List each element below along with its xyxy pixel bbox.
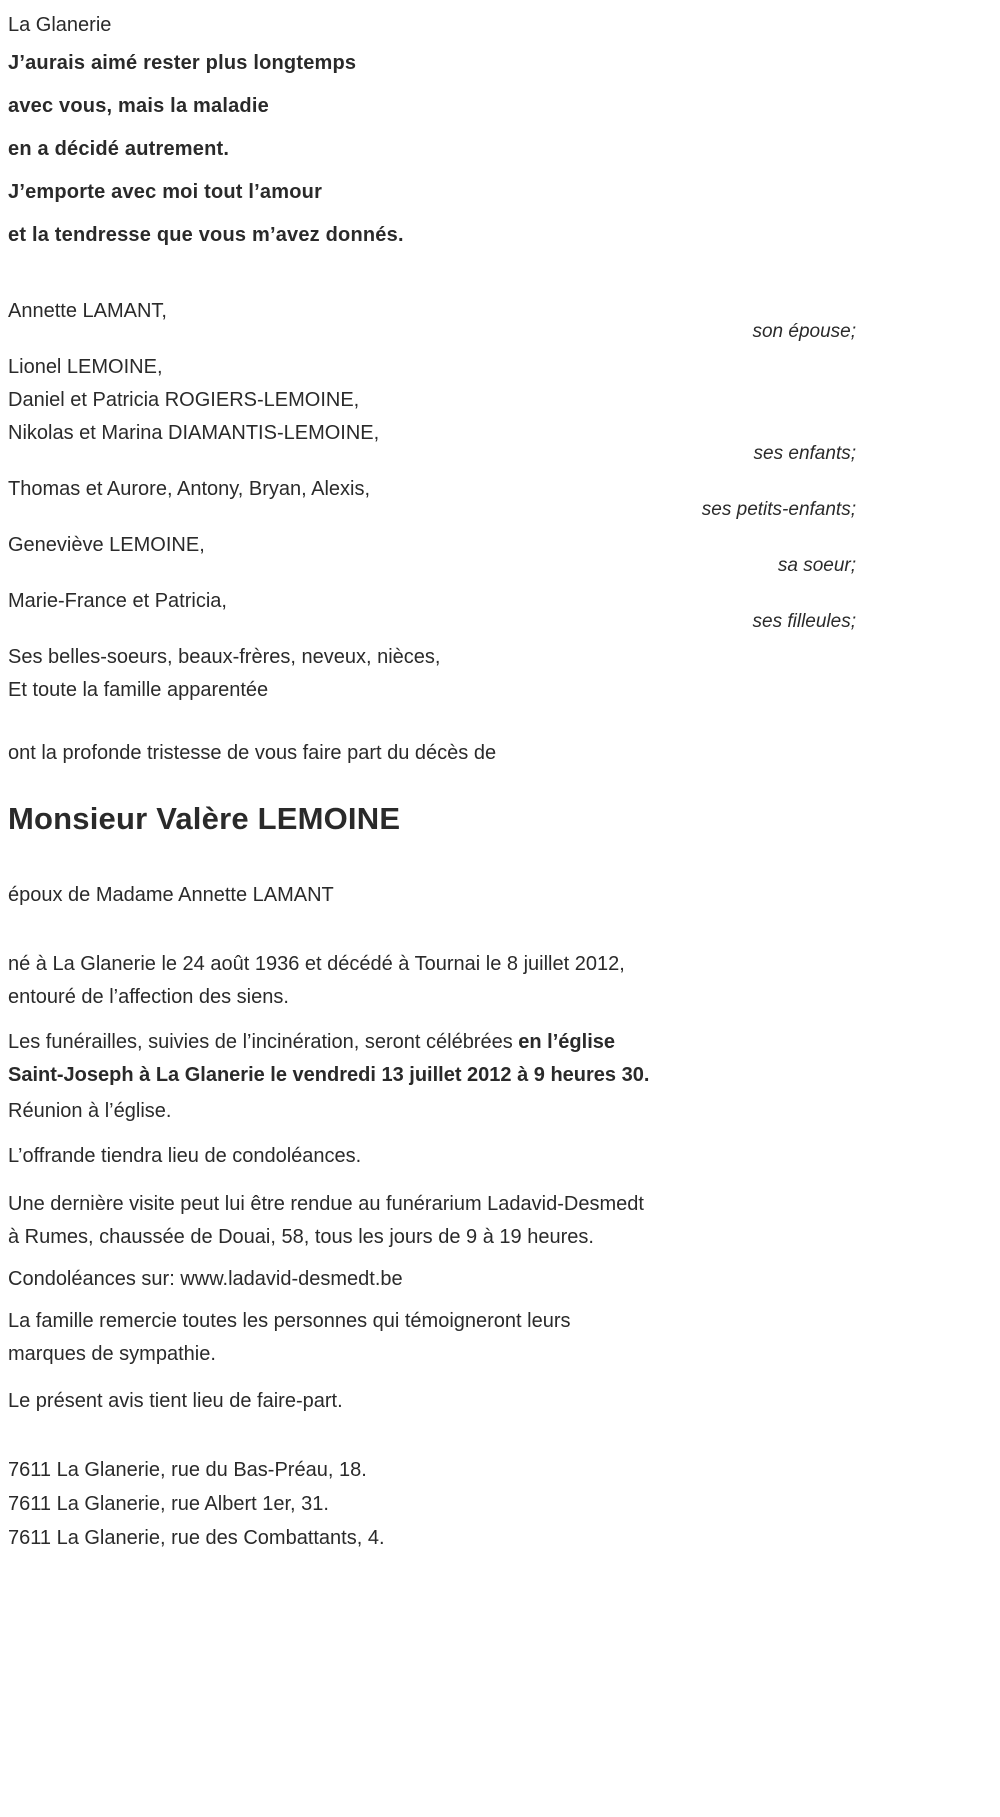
document-content	[8, 10, 856, 1555]
visitation-paragraph	[8, 1188, 856, 1254]
family-role: ses enfants;	[753, 443, 856, 464]
family-name: Thomas et Aurore, Antony, Bryan, Alexis,	[8, 478, 371, 500]
life-line: entouré de l’affection des siens.	[8, 986, 289, 1008]
ceremony-line	[8, 1026, 856, 1059]
family-role: son épouse;	[752, 321, 856, 342]
poem-line: J’aurais aimé rester plus longtemps	[8, 52, 357, 74]
memorial-poem	[8, 42, 856, 257]
offering-line: L’offrande tiendra lieu de condoléances.	[8, 1145, 362, 1167]
address-line: 7611 La Glanerie, rue du Bas-Préau, 18.	[8, 1459, 367, 1481]
condolences-label: Condoléances sur:	[8, 1268, 181, 1290]
thanks-paragraph	[8, 1305, 856, 1371]
poem-line: J’emporte avec moi tout l’amour	[8, 181, 323, 203]
notice-statement-line: Le présent avis tient lieu de faire-part.	[8, 1390, 343, 1412]
spouse-line: époux de Madame Annette LAMANT	[8, 884, 334, 906]
announcement-line: ont la profonde tristesse de vous faire part du décès de	[8, 742, 497, 764]
poem-line: en a décidé autrement.	[8, 138, 230, 160]
ceremony-bold-text: en l’église	[518, 1031, 615, 1053]
condolences-url: www.ladavid-desmedt.be	[180, 1268, 403, 1290]
family-name: Ses belles-soeurs, beaux-frères, neveux, nièces,	[8, 646, 441, 668]
life-line: né à La Glanerie le 24 août 1936 et décédé à Tournai le 8 juillet 2012,	[8, 953, 625, 975]
address-line: 7611 La Glanerie, rue des Combattants, 4.	[8, 1527, 385, 1549]
family-role: ses filleules;	[752, 611, 856, 632]
family-name: Nikolas et Marina DIAMANTIS-LEMOINE,	[8, 422, 380, 444]
ceremony-normal-text: Les funérailles, suivies de l’incinération, seront célébrées	[8, 1031, 519, 1053]
visitation-line: à Rumes, chaussée de Douai, 58, tous les jours de 9 à 19 heures.	[8, 1226, 594, 1248]
family-name: Et toute la famille apparentée	[8, 679, 269, 701]
family-name: Lionel LEMOINE,	[8, 356, 163, 378]
thanks-line: La famille remercie toutes les personnes qui témoigneront leurs	[8, 1310, 571, 1332]
place-line: La Glanerie	[8, 14, 112, 36]
reunion-line: Réunion à l’église.	[8, 1100, 172, 1122]
family-name: Marie-France et Patricia,	[8, 590, 227, 612]
family-name: Geneviève LEMOINE,	[8, 534, 205, 556]
thanks-line: marques de sympathie.	[8, 1343, 216, 1365]
family-addresses	[8, 1453, 856, 1555]
family-group-extended	[8, 641, 856, 707]
address-line: 7611 La Glanerie, rue Albert 1er, 31.	[8, 1493, 329, 1515]
family-group-grandchildren	[8, 473, 856, 521]
family-group-sister	[8, 529, 856, 577]
family-list	[8, 295, 856, 707]
family-name: Annette LAMANT,	[8, 300, 167, 322]
family-role: sa soeur;	[777, 555, 856, 576]
deceased-name-heading: Monsieur Valère LEMOINE	[8, 801, 401, 836]
life-paragraph	[8, 948, 856, 1014]
poem-line: avec vous, mais la maladie	[8, 95, 269, 117]
visitation-line: Une dernière visite peut lui être rendue au funérarium Ladavid-Desmedt	[8, 1193, 644, 1215]
ceremony-line: Saint-Joseph à La Glanerie le vendredi 13 juillet 2012 à 9 heures 30.	[8, 1064, 650, 1086]
family-name: Daniel et Patricia ROGIERS-LEMOINE,	[8, 389, 360, 411]
family-group-goddaughters	[8, 585, 856, 633]
condolences-line	[8, 1263, 856, 1296]
family-group-children	[8, 351, 856, 465]
poem-line: et la tendresse que vous m’avez donnés.	[8, 224, 404, 246]
family-group-spouse	[8, 295, 856, 343]
ceremony-paragraph	[8, 1026, 856, 1092]
family-role: ses petits-enfants;	[701, 499, 856, 520]
